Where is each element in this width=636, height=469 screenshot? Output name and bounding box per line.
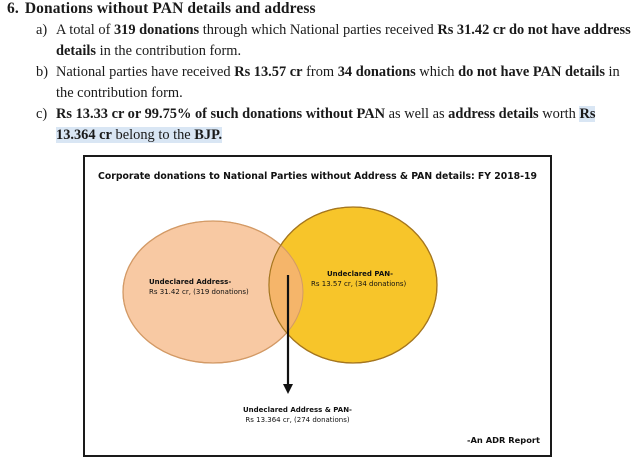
emphasis-text: BJP. bbox=[194, 127, 223, 143]
emphasis-text: Rs 31.42 cr do not have address details bbox=[56, 22, 631, 59]
right-set-title: Undeclared PAN- bbox=[327, 270, 394, 278]
body-text: from bbox=[302, 64, 338, 80]
section-number: 6. bbox=[7, 0, 19, 17]
right-set-value: Rs 13.57 cr, (34 donations) bbox=[311, 280, 407, 288]
emphasis-text: 34 donations bbox=[337, 64, 416, 80]
list-item-text bbox=[56, 106, 595, 143]
emphasis-text: Rs 13.57 cr bbox=[234, 64, 303, 80]
body-text: belong to the bbox=[111, 127, 195, 143]
body-text: A total of bbox=[56, 22, 114, 38]
list-item bbox=[36, 104, 632, 146]
list-item bbox=[36, 20, 632, 62]
emphasis-text: address details bbox=[448, 106, 539, 122]
body-text: National parties have received bbox=[56, 64, 235, 80]
list-marker: a) bbox=[36, 22, 48, 38]
list-item-text bbox=[56, 64, 620, 101]
list-marker: b) bbox=[36, 64, 48, 80]
body-text: worth bbox=[538, 106, 580, 122]
overlap-label bbox=[243, 405, 352, 425]
emphasis-text: Rs 13.33 cr or 99.75% of such donations without PAN bbox=[56, 106, 386, 122]
emphasis-text: Rs 13.364 cr bbox=[56, 106, 596, 143]
body-text: through which National parties received bbox=[199, 22, 438, 38]
left-set-title: Undeclared Address- bbox=[149, 278, 232, 286]
list-item bbox=[36, 62, 632, 104]
list-marker: c) bbox=[36, 106, 48, 122]
venn-figure bbox=[83, 155, 552, 457]
section-heading bbox=[7, 0, 316, 18]
emphasis-text: 319 donations bbox=[113, 22, 200, 38]
body-text: as well as bbox=[385, 106, 449, 122]
left-set-label bbox=[149, 277, 249, 297]
report-credit: -An ADR Report bbox=[467, 435, 540, 445]
overlap-arrow-head bbox=[283, 384, 293, 394]
overlap-title: Undeclared Address & PAN- bbox=[243, 406, 352, 414]
points-list bbox=[36, 20, 632, 146]
overlap-value: Rs 13.364 cr, (274 donations) bbox=[245, 416, 350, 424]
list-item-text bbox=[56, 22, 631, 59]
figure-title: Corporate donations to National Parties without Address & PAN details: FY 2018-19 bbox=[98, 171, 537, 182]
body-text: in the contribution form. bbox=[56, 64, 620, 101]
section-title: Donations without PAN details and address bbox=[24, 0, 316, 17]
emphasis-text: do not have PAN details bbox=[458, 64, 605, 80]
left-set-value: Rs 31.42 cr, (319 donations) bbox=[149, 288, 249, 296]
body-text: in the contribution form. bbox=[95, 43, 242, 59]
body-text: which bbox=[415, 64, 459, 80]
right-set-label bbox=[311, 269, 406, 289]
